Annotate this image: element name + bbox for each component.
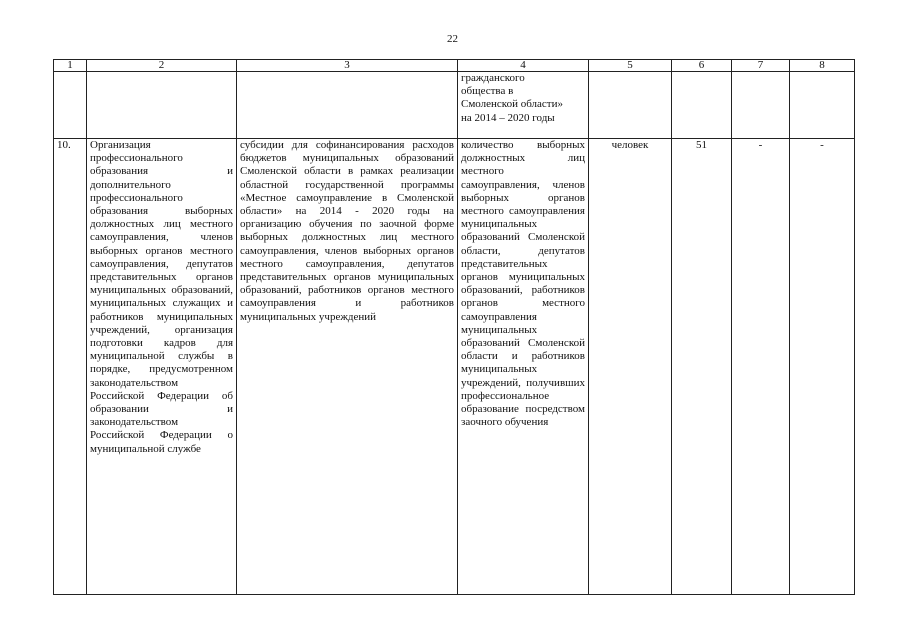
column-number: 1 bbox=[54, 60, 87, 72]
table-row bbox=[54, 72, 855, 139]
column-number: 3 bbox=[237, 60, 458, 72]
unit-cell bbox=[589, 72, 672, 139]
value-cell: - bbox=[790, 139, 855, 595]
value-cell bbox=[790, 72, 855, 139]
subsidy-cell bbox=[237, 72, 458, 139]
column-number: 4 bbox=[458, 60, 589, 72]
column-number: 5 bbox=[589, 60, 672, 72]
activity-cell: Организация профессионального образования и дополнительного профессионального образования выборных должностных лиц местного самоуправления, членов выборных органов местного самоуправления, депутатов представительных органов муниципальных образований, муниципальных служащих и работников муниципальных учреждений, организация подготовки кадров для муниципальной службы в порядке, предусмотренном законодательством Российской Федерации об образовании и законодательством Российской Федерации о муниципальной службе bbox=[87, 139, 237, 595]
value-cell: 51 bbox=[672, 139, 732, 595]
indicator-cell: количество выборных должностных лиц местного самоуправления, членов выборных органов местного самоуправления муниципальных образований Смоленской области, депутатов представительных органов муниципальных образований, работников органов местного самоуправления муниципальных образований Смоленской области и работников муниципальных учреждений, получивших профессиональное образование посредством заочного обучения bbox=[458, 139, 589, 595]
value-cell bbox=[672, 72, 732, 139]
unit-cell: человек bbox=[589, 139, 672, 595]
column-number: 2 bbox=[87, 60, 237, 72]
column-number-row bbox=[54, 60, 855, 72]
column-number: 7 bbox=[732, 60, 790, 72]
activity-cell bbox=[87, 72, 237, 139]
value-cell: - bbox=[732, 139, 790, 595]
indicators-table bbox=[53, 59, 855, 595]
column-number: 6 bbox=[672, 60, 732, 72]
row-number-cell: 10. bbox=[54, 139, 87, 595]
value-cell bbox=[732, 72, 790, 139]
table-row bbox=[54, 139, 855, 595]
page-number: 22 bbox=[447, 33, 458, 45]
column-number: 8 bbox=[790, 60, 855, 72]
row-number-cell bbox=[54, 72, 87, 139]
subsidy-cell: субсидии для софинансирования расходов бюджетов муниципальных образований Смоленской области в рамках реализации областной государственной программы «Местное самоуправление в Смоленской области» на 2014 - 2020 годы на организацию обучения по заочной форме выборных должностных лиц местного самоуправления, членов выборных органов местного самоуправления, депутатов представительных органов муниципальных образований, работников органов местного самоуправления и работников муниципальных учреждений bbox=[237, 139, 458, 595]
indicator-cell: гражданского общества в Смоленской области» на 2014 – 2020 годы bbox=[458, 72, 589, 139]
